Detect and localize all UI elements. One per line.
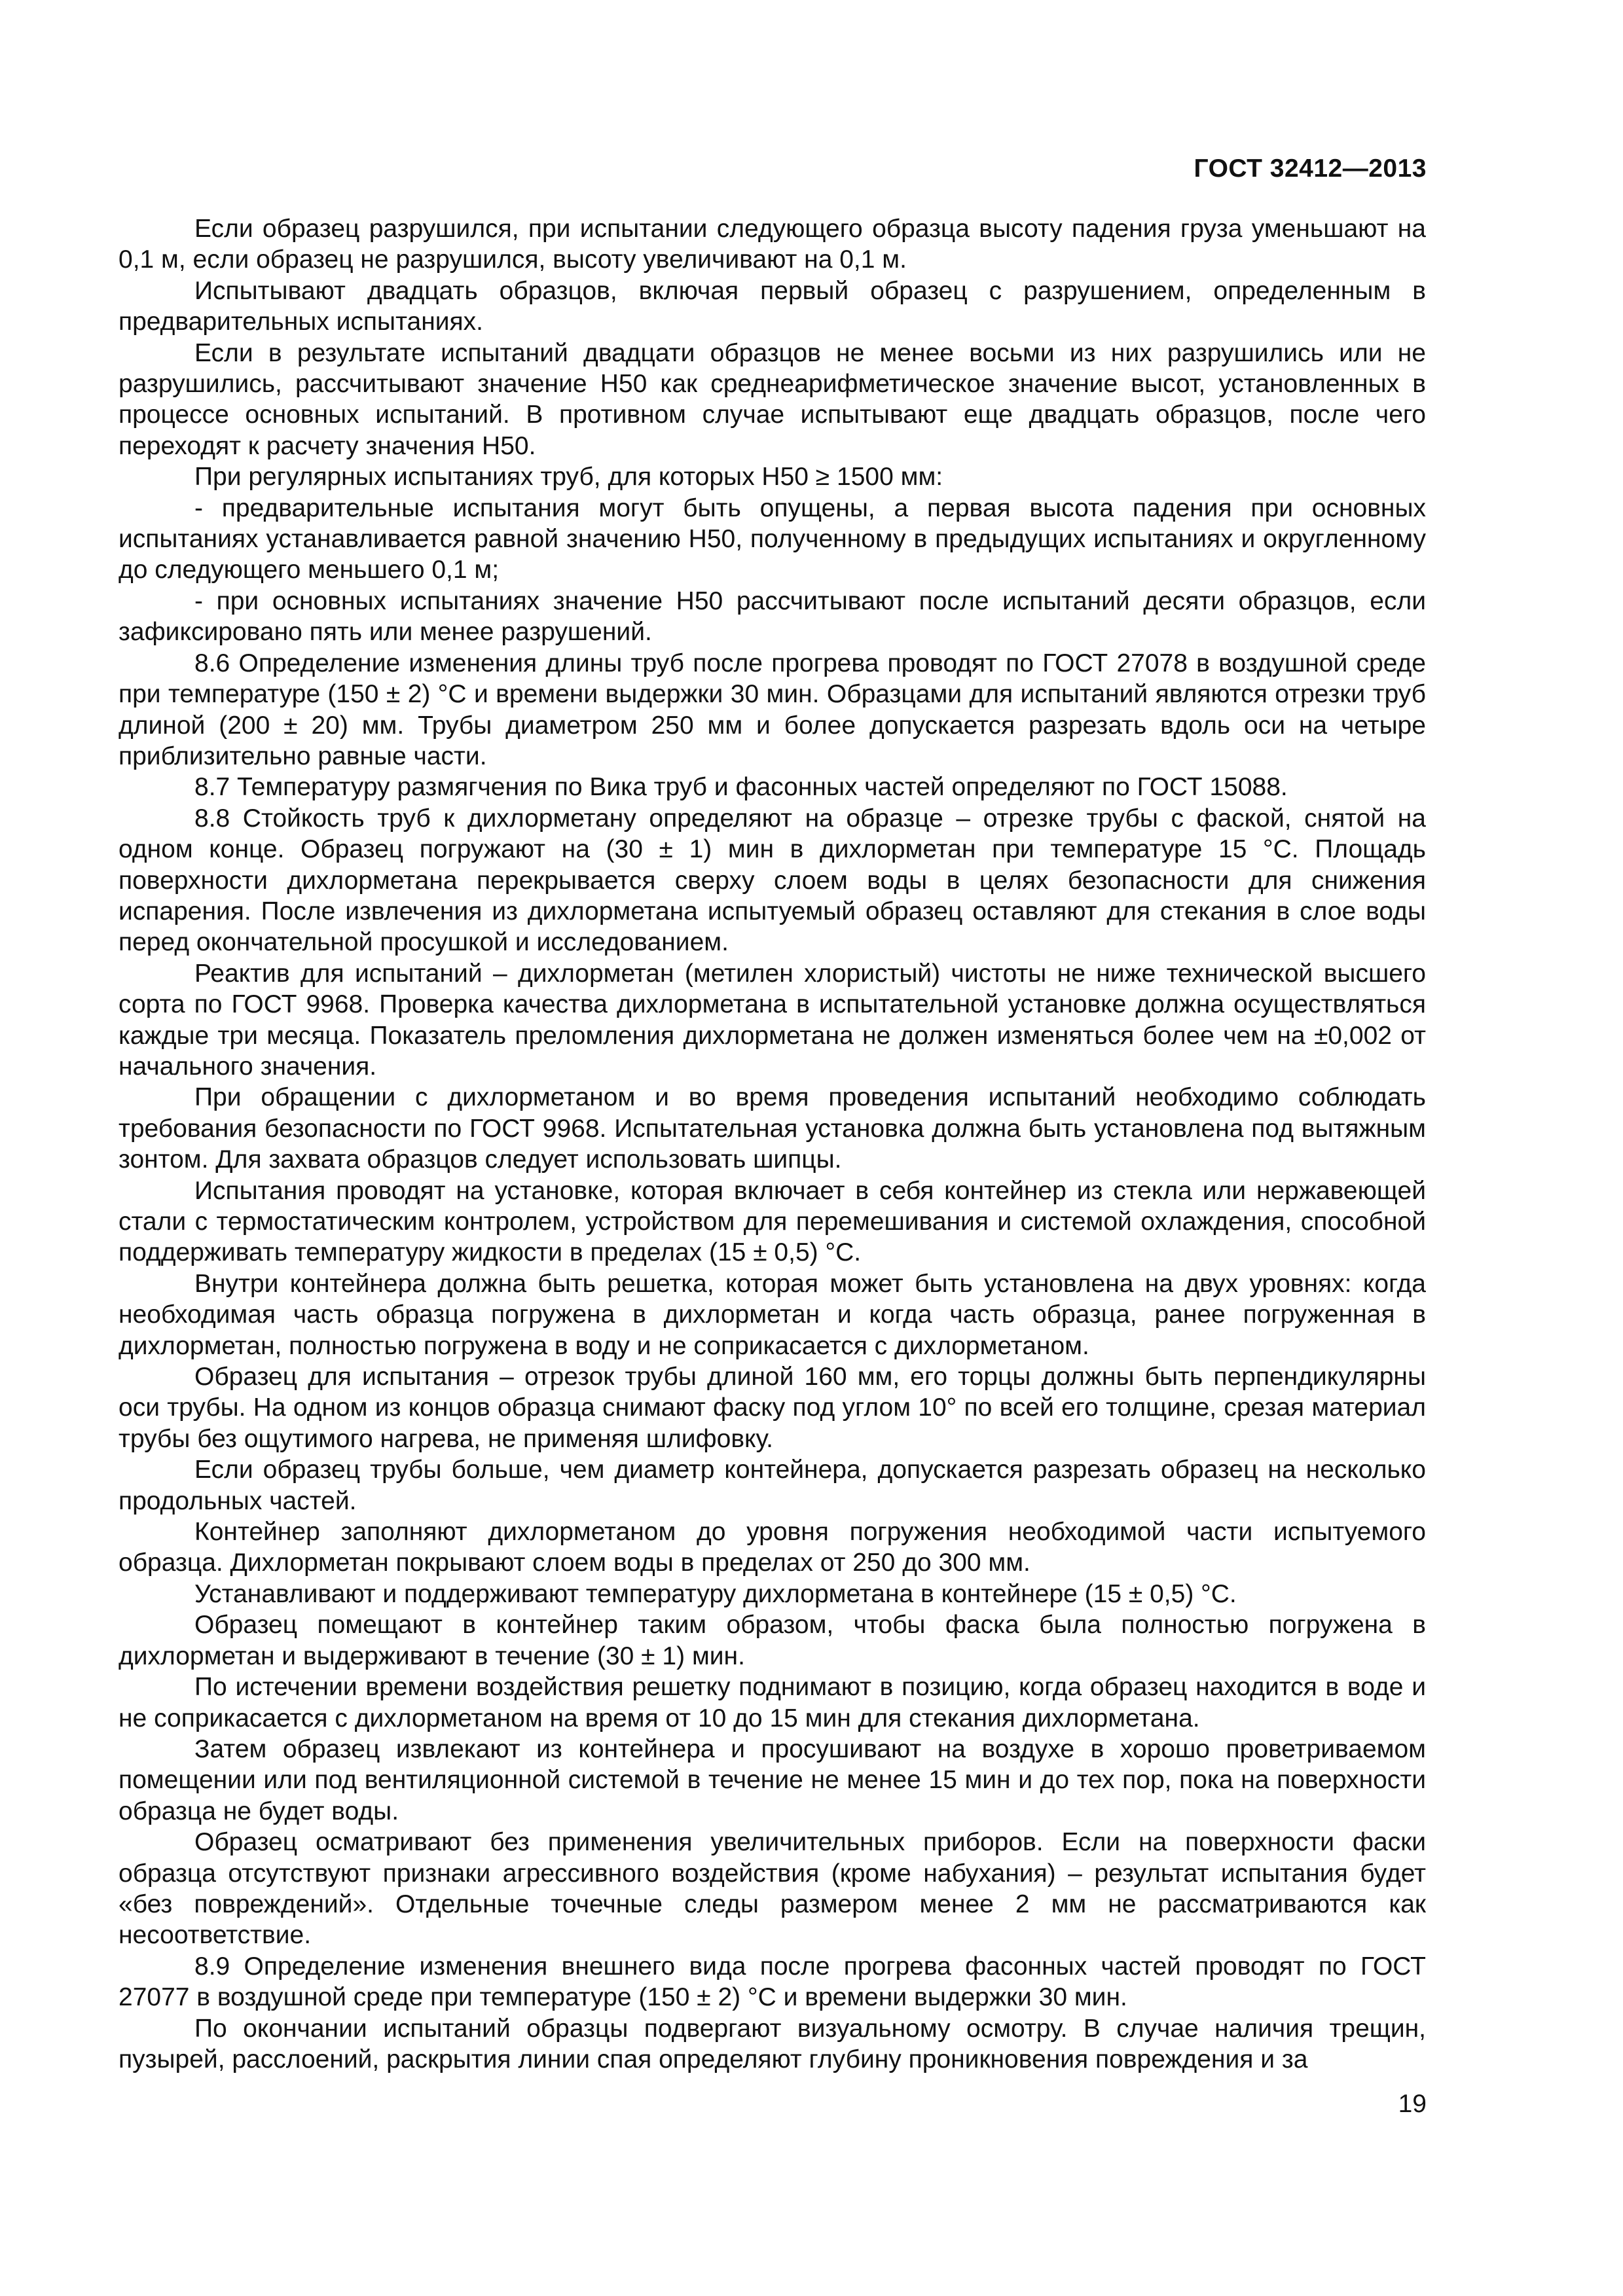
list-item: - при основных испытаниях значение Н50 рассчитывают после испытаний десяти образцов, если зафиксировано пять или менее разрушений.	[119, 586, 1426, 647]
document-code-header: ГОСТ 32412—2013	[1194, 154, 1427, 183]
paragraph: Образец осматривают без применения увеличительных приборов. Если на поверхности фаски образца отсутствуют признаки агрессивного воздействия (кроме набухания) – результат испытания будет «без повреждений». Отдельные точечные следы размером менее 2 мм не рассматриваются как несоответствие.	[119, 1828, 1426, 1950]
paragraph: Реактив для испытаний – дихлорметан (метилен хлористый) чистоты не ниже технической высшего сорта по ГОСТ 9968. Проверка качества дихлорметана в испытательной установке должна осуществляться каждые три месяца. Показатель преломления дихлорметана не должен изменяться более чем на ±0,002 от начального значения.	[119, 959, 1426, 1081]
document-body	[119, 213, 1426, 2075]
clause-8-6: 8.6 Определение изменения длины труб после прогрева проводят по ГОСТ 27078 в воздушной среде при температуре (150 ± 2) °С и времени выдержки 30 мин. Образцами для испытаний являются отрезки труб длиной (200 ± 20) мм. Трубы диаметром 250 мм и более допускается разрезать вдоль оси на четыре приблизительно равные части.	[119, 649, 1426, 770]
paragraph: Если образец трубы больше, чем диаметр контейнера, допускается разрезать образец на несколько продольных частей.	[119, 1456, 1426, 1515]
paragraph: Образец для испытания – отрезок трубы длиной 160 мм, его торцы должны быть перпендикулярны оси трубы. На одном из концов образца снимают фаску под углом 10° по всей его толщине, срезая материал трубы без ощутимого нагрева, не применяя шлифовку.	[119, 1363, 1426, 1453]
clause-8-7: 8.7 Температуру размягчения по Вика труб и фасонных частей определяют по ГОСТ 15088.	[194, 773, 1288, 802]
paragraph: По окончании испытаний образцы подвергают визуальному осмотру. В случае наличия трещин, пузырей, расслоений, раскрытия линии спая определяют глубину проникновения повреждения и за	[119, 2014, 1426, 2073]
clause-8-8: 8.8 Стойкость труб к дихлорметану определяют на образце – отрезке трубы с фаской, снятой на одном конце. Образец погружают на (30 ± 1) мин в дихлорметан при температуре 15 °С. Площадь поверхности дихлорметана перекрывается сверху слоем воды в целях безопасности для снижения испарения. После извлечения из дихлорметана испытуемый образец оставляют для стекания в слое воды перед окончательной просушкой и исследованием.	[119, 804, 1426, 957]
paragraph: Устанавливают и поддерживают температуру дихлорметана в контейнере (15 ± 0,5) °С.	[194, 1579, 1237, 1608]
paragraph: Если образец разрушился, при испытании следующего образца высоту падения груза уменьшают на 0,1 м, если образец не разрушился, высоту увеличивают на 0,1 м.	[119, 215, 1426, 274]
page-number: 19	[1398, 2090, 1427, 2118]
paragraph: При регулярных испытаниях труб, для которых Н50 ≥ 1500 мм:	[194, 463, 943, 492]
clause-8-9: 8.9 Определение изменения внешнего вида после прогрева фасонных частей проводят по ГОСТ 27077 в воздушной среде при температуре (150 ± 2) °С и времени выдержки 30 мин.	[119, 1952, 1426, 2012]
paragraph: При обращении с дихлорметаном и во время проведения испытаний необходимо соблюдать требования безопасности по ГОСТ 9968. Испытательная установка должна быть установлена под вытяжным зонтом. Для захвата образцов следует использовать шипцы.	[119, 1083, 1426, 1174]
paragraph: Затем образец извлекают из контейнера и просушивают на воздухе в хорошо проветриваемом помещении или под вентиляционной системой в течение не менее 15 мин и до тех пор, пока на поверхности образца не будет воды.	[119, 1734, 1426, 1825]
paragraph: Испытывают двадцать образцов, включая первый образец с разрушением, определенным в предварительных испытаниях.	[119, 276, 1426, 336]
paragraph: По истечении времени воздействия решетку поднимают в позицию, когда образец находится в воде и не соприкасается с дихлорметаном на время от 10 до 15 мин для стекания дихлорметана.	[119, 1673, 1426, 1732]
paragraph: Если в результате испытаний двадцати образцов не менее восьми из них разрушились или не разрушились, рассчитывают значение Н50 как среднеарифметическое значение высот, установленных в процессе основных испытаний. В противном случае испытывают еще двадцать образцов, после чего переходят к расчету значения Н50.	[119, 338, 1426, 460]
list-item: - предварительные испытания могут быть опущены, а первая высота падения при основных испытаниях устанавливается равной значению Н50, полученному в предыдущих испытаниях и округленному до следующего меньшего 0,1 м;	[119, 493, 1426, 584]
paragraph: Испытания проводят на установке, которая включает в себя контейнер из стекла или нержавеющей стали с термостатическим контролем, устройством для перемешивания и системой охлаждения, способной поддерживать температуру жидкости в пределах (15 ± 0,5) °С.	[119, 1176, 1426, 1267]
paragraph: Контейнер заполняют дихлорметаном до уровня погружения необходимой части испытуемого образца. Дихлорметан покрывают слоем воды в пределах от 250 до 300 мм.	[119, 1518, 1426, 1577]
paragraph: Образец помещают в контейнер таким образом, чтобы фаска была полностью погружена в дихлорметан и выдерживают в течение (30 ± 1) мин.	[119, 1611, 1426, 1670]
paragraph: Внутри контейнера должна быть решетка, которая может быть установлена на двух уровнях: когда необходимая часть образца погружена в дихлорметан и когда часть образца, ранее погруженная в дихлорметан, полностью погружена в воду и не соприкасается с дихлорметаном.	[119, 1269, 1426, 1360]
